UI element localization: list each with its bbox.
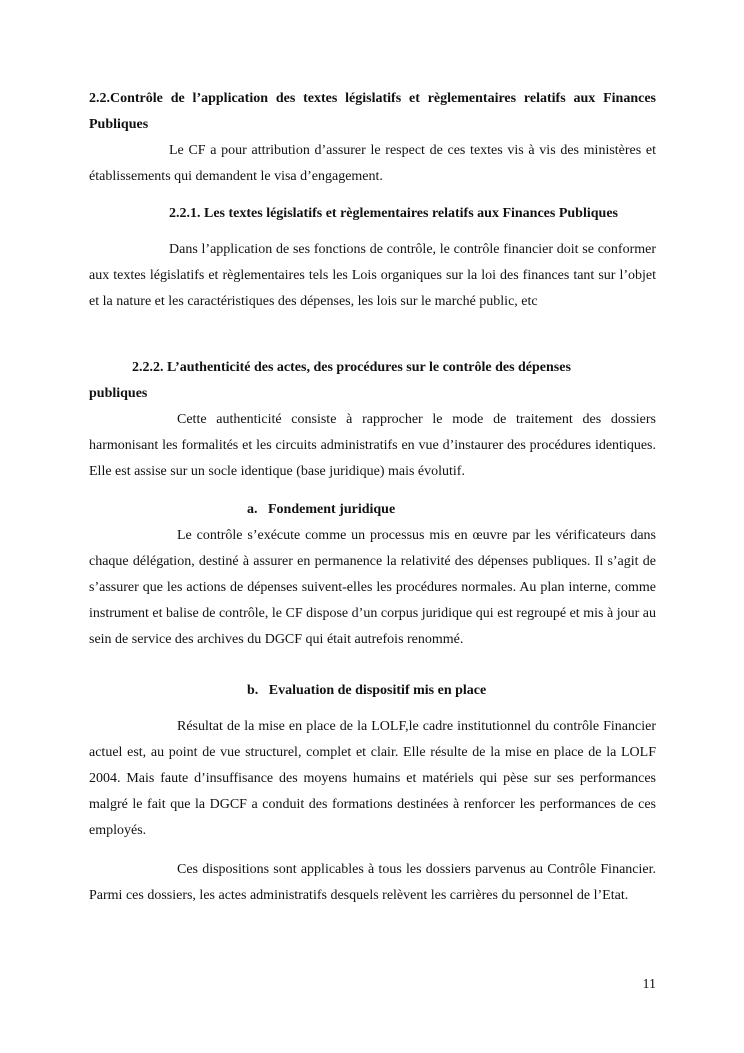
section-2-2-heading-line2: Publiques bbox=[89, 117, 149, 132]
subsection-a-heading bbox=[247, 497, 395, 523]
section-2-2-1-heading: 2.2.1. Les textes législatifs et règlementaires relatifs aux Finances Publiques bbox=[169, 206, 618, 221]
section-2-2-heading-line1: 2.2.Contrôle de l’application des textes législatifs et règlementaires relatifs aux Finances bbox=[89, 91, 656, 106]
subsection-b-paragraph-1: Résultat de la mise en place de la LOLF,le cadre institutionnel du contrôle Financier actuel est, au point de vue structurel, complet et clair. Elle résulte de la mise en place de la LOLF 2004. Mais faute d’insuffisance des moyens humains et matériels qui pèse sur ses performances malgré le fait que la DGCF a conduit des formations destinées à renforcer les performances de ces employés. bbox=[89, 719, 656, 838]
section-2-2-2-heading-line1: 2.2.2. L’authenticité des actes, des procédures sur le contrôle des dépenses bbox=[132, 360, 571, 375]
subsection-b-marker: b. bbox=[247, 683, 259, 698]
section-2-2-2-paragraph: Cette authenticité consiste à rapprocher le mode de traitement des dossiers harmonisant les formalités et les circuits administratifs en vue d’instaurer des procédures identiques. Elle est assise sur un socle identique (base juridique) mais évolutif. bbox=[89, 412, 656, 479]
section-2-2-paragraph: Le CF a pour attribution d’assurer le respect de ces textes vis à vis des ministères et établissements qui demandent le visa d’engagement. bbox=[89, 143, 656, 184]
subsection-a-paragraph: Le contrôle s’exécute comme un processus mis en œuvre par les vérificateurs dans chaque délégation, destiné à assurer en permanence la relativité des dépenses publiques. Il s’agit de s’assurer que les actions de dépenses suivent-elles les procédures normales. Au plan interne, comme instrument et balise de contrôle, le CF dispose d’un corpus juridique qui est regroupé et mis à jour au sein de service des archives du DGCF qui était autrefois renommé. bbox=[89, 528, 656, 647]
subsection-a-title: Fondement juridique bbox=[268, 502, 396, 517]
section-2-2-heading bbox=[89, 86, 656, 138]
section-2-2-2-heading-line2: publiques bbox=[89, 386, 148, 401]
subsection-b-title: Evaluation de dispositif mis en place bbox=[268, 683, 487, 698]
subsection-b-heading bbox=[247, 678, 486, 704]
subsection-b-paragraph-2: Ces dispositions sont applicables à tous les dossiers parvenus au Contrôle Financier. Parmi ces dossiers, les actes administratifs desquels relèvent les carrières du personnel de l’Etat. bbox=[89, 862, 656, 903]
page-number: 11 bbox=[642, 977, 656, 992]
section-2-2-1-paragraph: Dans l’application de ses fonctions de contrôle, le contrôle financier doit se conformer aux textes législatifs et règlementaires tels les Lois organiques sur la loi des finances tant sur l’objet et la nature et les caractéristiques des dépenses, les lois sur le marché public, etc bbox=[89, 242, 656, 309]
section-2-2-2-heading bbox=[89, 355, 656, 407]
subsection-a-marker: a. bbox=[247, 502, 258, 517]
